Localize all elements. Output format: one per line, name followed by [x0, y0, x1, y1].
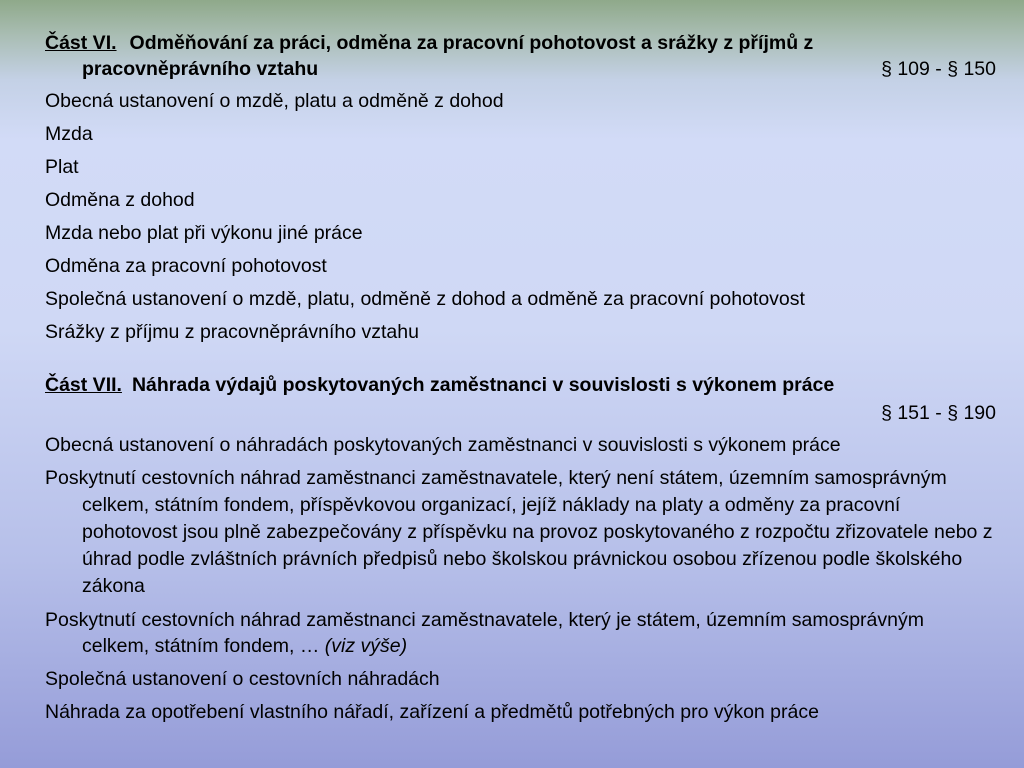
part-7-item: Obecná ustanovení o náhradách poskytovaných zaměstnanci v souvislosti s výkonem práce	[45, 434, 841, 456]
part-6-item: Odměna z dohod	[45, 189, 195, 211]
part-6-heading	[45, 30, 996, 82]
part-7-item	[45, 607, 996, 659]
part-7-item: Poskytnutí cestovních náhrad zaměstnanci zaměstnavatele, který není státem, územním samosprávným celkem, státním fondem, příspěvkovou organizací, jejíž náklady na platy a odměny za pracovní pohotovost jsou plně zabezpečovány z příspěvku na provoz poskytovaného z rozpočtu zřizovatele nebo z úhrad podle zvláštních právních předpisů nebo školskou právnickou osobou zřízenou podle školského zákona	[45, 467, 993, 597]
part-6-item: Obecná ustanovení o mzdě, platu a odměně z dohod	[45, 90, 504, 112]
part-7-item-text: Poskytnutí cestovních náhrad zaměstnanci zaměstnavatele, který je státem, územním samosprávným celkem, státním fondem, …	[45, 609, 924, 657]
part-6-item: Srážky z příjmu z pracovněprávního vztahu	[45, 321, 419, 343]
part-6-title-line1: Odměňování za práci, odměna za pracovní pohotovost a srážky z příjmů z	[129, 32, 814, 54]
slide-content	[45, 30, 996, 725]
part-7-heading	[45, 372, 996, 398]
part-7-label: Část VII.	[45, 374, 122, 396]
part-6-label: Část VI.	[45, 32, 117, 54]
part-7-title: Náhrada výdajů poskytovaných zaměstnanci v souvislosti s výkonem práce	[131, 374, 835, 396]
part-7-range: § 151 - § 190	[881, 402, 996, 424]
part-6-item: Plat	[45, 156, 79, 178]
part-7-item-note: (viz výše)	[324, 635, 408, 657]
part-6-item: Společná ustanovení o mzdě, platu, odměně z dohod a odměně za pracovní pohotovost	[45, 288, 805, 310]
part-7-item: Společná ustanovení o cestovních náhradách	[45, 668, 440, 690]
part-6-item: Odměna za pracovní pohotovost	[45, 255, 327, 277]
part-6-title-line2: pracovněprávního vztahu	[82, 58, 319, 80]
section-spacer	[45, 345, 996, 372]
part-6-item: Mzda	[45, 123, 93, 145]
part-6-range: § 109 - § 150	[881, 58, 996, 80]
part-7-item: Náhrada za opotřebení vlastního nářadí, zařízení a předmětů potřebných pro výkon práce	[45, 701, 819, 723]
part-6-item: Mzda nebo plat při výkonu jiné práce	[45, 222, 363, 244]
